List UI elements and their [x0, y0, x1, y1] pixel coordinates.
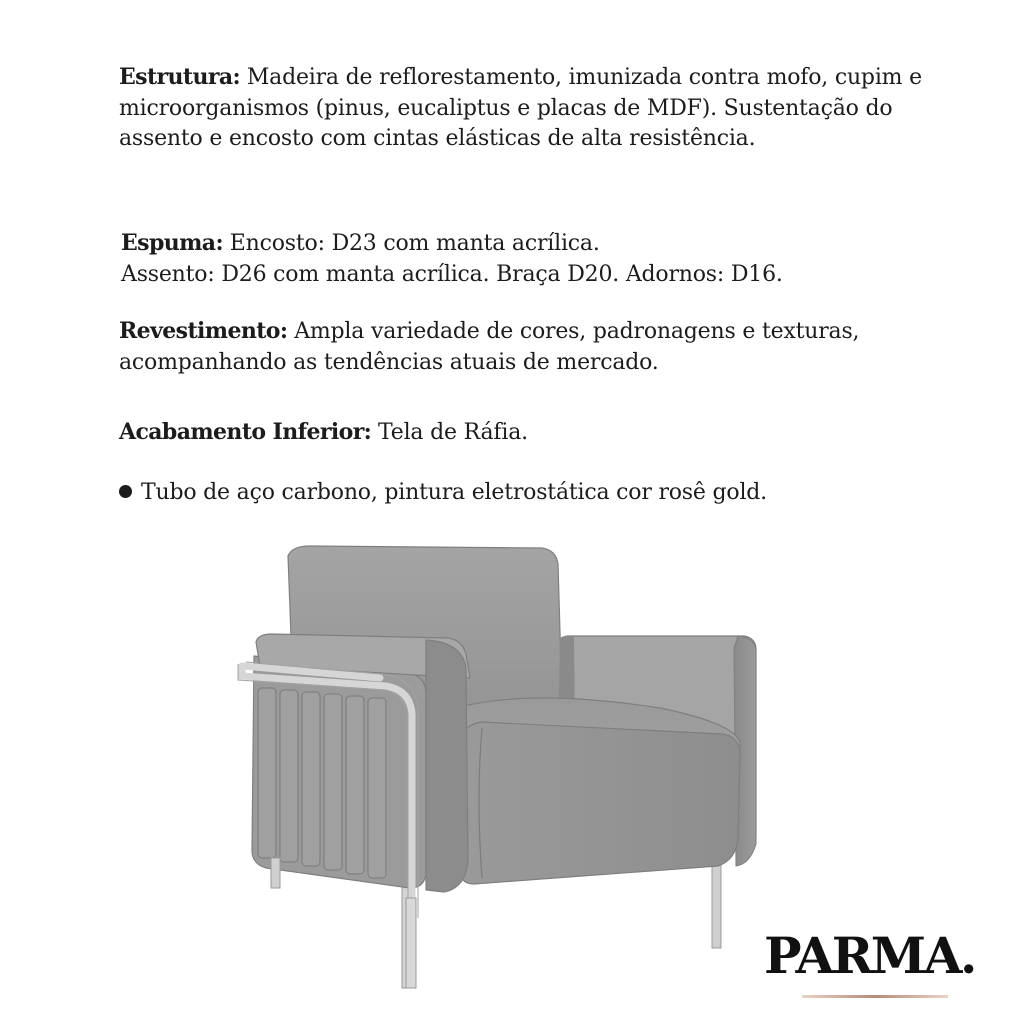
spec-espuma-line-1: [121, 228, 981, 260]
spec-espuma-encosto: Encosto: D23 com manta acrílica.: [223, 231, 600, 256]
spec-espuma-label: Espuma:: [121, 230, 223, 256]
spec-revestimento-text: Ampla variedade de cores, padronagens e texturas, acompanhando as tendências atuais de mercado.: [119, 319, 860, 375]
spec-tubo: [119, 478, 979, 509]
spec-revestimento-label: Revestimento:: [119, 318, 288, 344]
seat-front: [458, 722, 740, 884]
spec-tubo-text: Tubo de aço carbono, pintura eletrostática cor rosê gold.: [141, 480, 767, 505]
spec-estrutura-text: Madeira de reflorestamento, imunizada contra mofo, cupim e microorganismos (pinus, eucaliptus e placas de MDF). Sustentação do assento e encosto com cintas elásticas de alta resistência.: [119, 65, 922, 151]
armchair-image: [230, 538, 770, 998]
brand-underline: [802, 995, 948, 998]
front-left-leg: [406, 898, 416, 988]
bullet-icon: [119, 485, 132, 498]
spec-estrutura-label: Estrutura:: [119, 64, 241, 90]
spec-estrutura: [119, 62, 979, 155]
spec-acabamento-text: Tela de Ráfia.: [371, 420, 528, 445]
spec-acabamento-label: Acabamento Inferior:: [119, 419, 372, 445]
spec-espuma: [121, 228, 981, 290]
brand-logo: PARMA.: [764, 926, 975, 985]
spec-acabamento: [119, 417, 979, 449]
spec-espuma-assento: Assento: D26 com manta acrílica. Braça D20. Adornos: D16.: [121, 261, 783, 287]
spec-revestimento: [119, 316, 979, 378]
